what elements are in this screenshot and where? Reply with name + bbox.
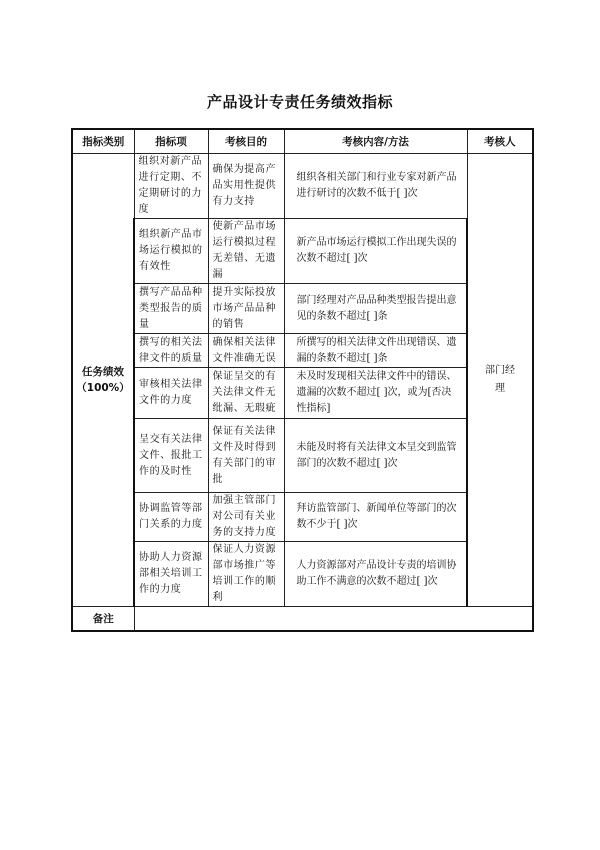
table-row: [72, 334, 533, 368]
purpose-cell: [208, 154, 284, 219]
method-cell: [284, 219, 467, 284]
purpose-text: 保证有关法律文件及时得到有关部门的审批: [212, 425, 277, 485]
notes-label-cell: [72, 607, 134, 631]
header-indicator-category: 指标类别: [72, 129, 134, 154]
indicator-text: 协调监管等部门关系的力度: [139, 503, 203, 530]
method-text: 所撰写的相关法律文件出现错误、遗漏的条数不超过[ ]条: [296, 336, 457, 364]
table-header-row: [72, 129, 533, 154]
method-text: 未及时发现相关法律文件中的错误、遗漏的次数不超过[ ]次，或为[否决性指标]: [296, 371, 457, 414]
indicator-cell: [134, 284, 208, 334]
document-title: 产品设计专责任务绩效指标: [206, 93, 393, 111]
method-cell: [284, 334, 467, 368]
table-row: [72, 284, 533, 334]
method-text: 拜访监管部门、新闻单位等部门的次数不少于[ ]次: [296, 503, 457, 530]
table-row: [72, 368, 533, 419]
indicator-cell: [134, 419, 208, 493]
indicator-text: 撰写的相关法律文件的质量: [139, 336, 203, 364]
indicator-text: 撰写产品品种类型报告的质量: [139, 286, 203, 330]
reviewer-text: 部门经理: [485, 365, 515, 394]
indicator-cell: [134, 219, 208, 284]
purpose-text: 使新产品市场运行模拟过程无差错、无遗漏: [212, 221, 277, 280]
purpose-cell: [208, 368, 284, 419]
table-row: [72, 542, 533, 607]
indicator-text: 审核相关法律文件的力度: [139, 379, 203, 406]
indicator-cell: [134, 154, 208, 219]
method-text: 未能及时将有关法律文本呈交到监管部门的次数不超过[ ]次: [296, 441, 457, 469]
indicator-text: 组织对新产品进行定期、不定期研讨的力度: [138, 156, 203, 215]
purpose-cell: [208, 542, 284, 607]
indicator-text: 组织新产品市场运行模拟的有效性: [139, 229, 203, 272]
notes-row: [72, 607, 533, 631]
purpose-cell: [208, 493, 284, 542]
purpose-cell: [208, 219, 284, 284]
category-cell: [72, 154, 134, 607]
purpose-text: 提升实际投放市场产品品种的销售: [212, 286, 277, 330]
method-cell: [284, 368, 467, 419]
purpose-cell: [208, 419, 284, 493]
table-row: [72, 419, 533, 493]
purpose-text: 保证人力资源部市场推广等培训工作的顺利: [212, 544, 277, 603]
purpose-cell: [208, 334, 284, 368]
indicator-text: 呈交有关法律文件、报批工作的及时性: [139, 433, 203, 477]
purpose-text: 保证呈交的有关法律文件无纰漏、无瑕疵: [212, 371, 277, 414]
method-text: 组织各相关部门和行业专家对新产品进行研讨的次数不低于[ ]次: [296, 172, 457, 199]
notes-label: 备注: [92, 612, 114, 625]
method-cell: [284, 154, 467, 219]
method-cell: [284, 284, 467, 334]
table-row: [72, 154, 533, 219]
indicator-cell: [134, 368, 208, 419]
header-assessment-method: 考核内容/方法: [284, 129, 467, 154]
method-text: 新产品市场运行模拟工作出现失误的次数不超过[ ]次: [296, 237, 457, 264]
header-assessment-purpose: 考核目的: [208, 129, 284, 154]
performance-indicator-table: [71, 128, 534, 632]
purpose-text: 确保为提高产品实用性提供有力支持: [212, 164, 277, 207]
indicator-cell: [134, 493, 208, 542]
table-row: [72, 493, 533, 542]
table-row: [72, 219, 533, 284]
method-cell: [284, 493, 467, 542]
notes-value-cell: [134, 607, 533, 631]
indicator-text: 协助人力资源部相关培训工作的力度: [139, 552, 203, 595]
header-indicator-item: 指标项: [134, 129, 208, 154]
purpose-text: 确保相关法律文件准确无误: [212, 336, 277, 364]
method-text: 人力资源部对产品设计专责的培训协助工作不满意的次数不超过[ ]次: [296, 560, 457, 587]
category-weight: （100%）: [76, 382, 130, 394]
category-name: 任务绩效: [82, 366, 124, 378]
reviewer-cell: [467, 154, 533, 607]
method-text: 部门经理对产品品种类型报告提出意见的条数不超过[ ]条: [296, 294, 457, 322]
indicator-cell: [134, 542, 208, 607]
purpose-text: 加强主管部门对公司有关业务的支持力度: [212, 495, 277, 538]
header-reviewer: 考核人: [467, 129, 533, 154]
indicator-cell: [134, 334, 208, 368]
purpose-cell: [208, 284, 284, 334]
method-cell: [284, 419, 467, 493]
method-cell: [284, 542, 467, 607]
